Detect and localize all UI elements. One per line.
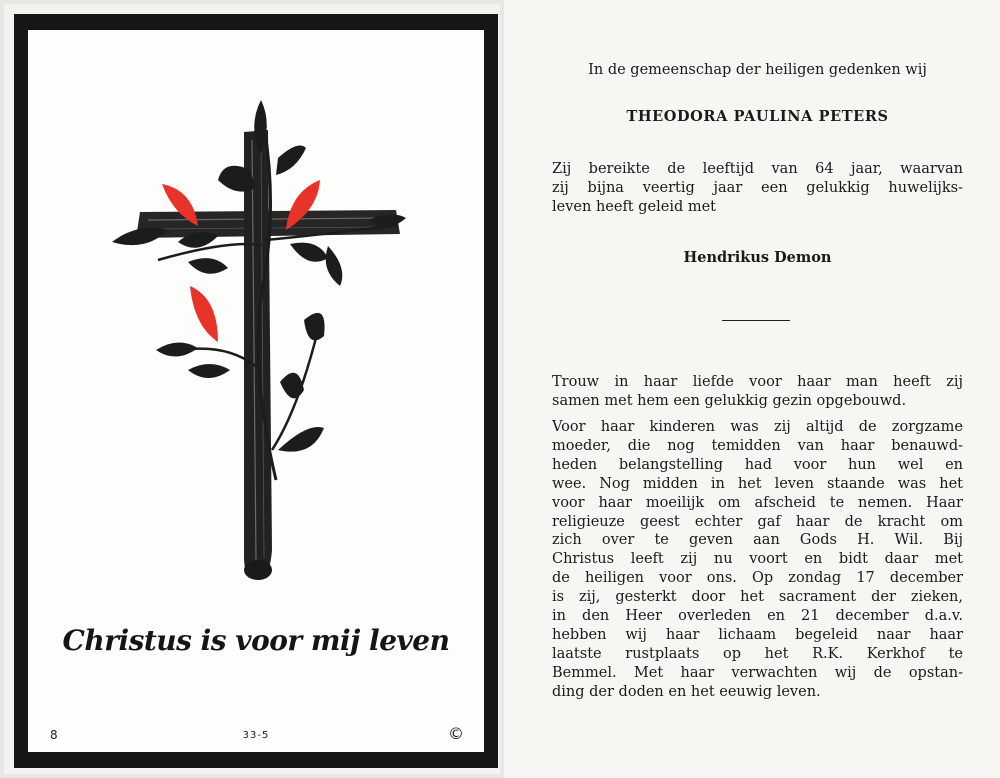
text-line: is zij, gesterkt door het sacrament der zieken, — [552, 589, 963, 606]
text-line: zich over te geven aan Gods H. Wil. Bij — [552, 532, 963, 549]
deceased-name: THEODORA PAULINA PETERS — [626, 108, 889, 125]
card-front — [4, 4, 500, 774]
divider-line — [722, 320, 790, 321]
text-line: wee. Nog midden in het leven staande was het — [552, 475, 963, 492]
intro-line: In de gemeenschap der heiligen gedenken wij — [588, 62, 927, 78]
text-line: religieuze geest echter gaf haar de kracht om — [552, 513, 963, 530]
text-line: de heiligen voor ons. Op zondag 17 december — [552, 570, 963, 587]
cross-illustration — [28, 30, 484, 630]
text-line: leven heeft geleid met — [552, 198, 717, 215]
motto-text: Christus is voor mij leven — [62, 624, 450, 657]
text-line: voor haar moeilijk om afscheid te nemen. Haar — [552, 494, 963, 511]
spouse-name: Hendrikus Demon — [683, 249, 832, 266]
text-line: in den Heer overleden en 21 december d.a.v. — [552, 608, 963, 625]
age-paragraph — [552, 160, 963, 217]
text-line: zij bijna veertig jaar een gelukkig huwelijks- — [552, 179, 963, 196]
card-back — [504, 0, 1000, 778]
text-line: hebben wij haar lichaam begeleid naar haar — [552, 626, 963, 643]
text-line: Zij bereikte de leeftijd van 64 jaar, waarvan — [552, 161, 963, 177]
copyright-mark: © — [448, 724, 464, 743]
card-number: 33-5 — [242, 730, 270, 741]
paragraph-faithful — [552, 373, 963, 411]
printer-mark: 8 — [50, 728, 58, 742]
text-line: Christus leeft zij nu voort en bidt daar met — [552, 551, 963, 568]
red-flame-leaves — [162, 180, 320, 342]
text-line: heden belangstelling had voor hun wel en — [552, 456, 963, 473]
text-line: moeder, die nog temidden van haar benauwd- — [552, 437, 963, 454]
text-line: ding der doden en het eeuwig leven. — [552, 683, 821, 700]
paragraph-biography — [552, 418, 963, 702]
text-line: laatste rustplaats op het R.K. Kerkhof te — [552, 645, 963, 662]
card-front-panel — [28, 30, 484, 752]
text-line: Voor haar kinderen was zij altijd de zorgzame — [552, 419, 963, 435]
text-line: samen met hem een gelukkig gezin opgebouwd. — [552, 392, 907, 409]
text-line: Trouw in haar liefde voor haar man heeft zij — [552, 374, 963, 390]
text-line: Bemmel. Met haar verwachten wij de opstan- — [552, 664, 963, 681]
